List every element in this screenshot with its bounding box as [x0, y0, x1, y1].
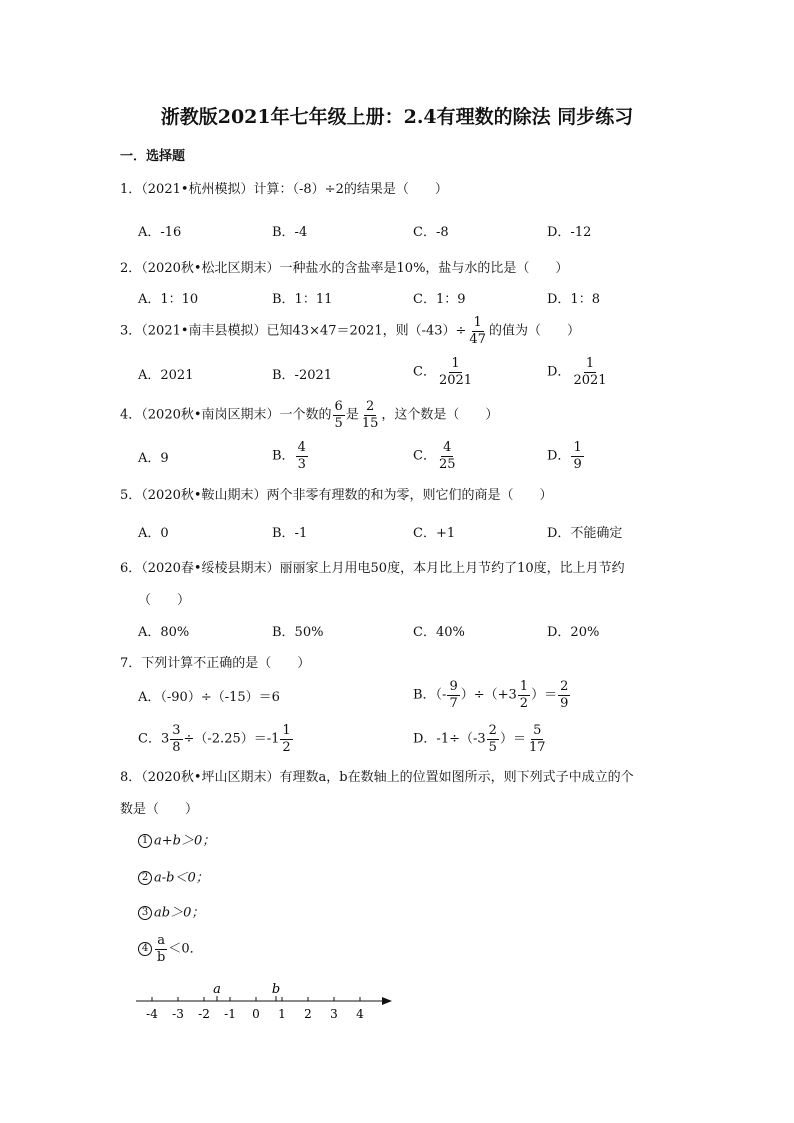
q3-stem-fraction — [467, 316, 488, 346]
q1-option-c: C．-8 — [413, 225, 449, 240]
axis-tick-label: 2 — [304, 1007, 312, 1021]
fraction-numerator: 9 — [449, 679, 458, 694]
question-8-stem-line-1: 8．（2020秋•坪山区期末）有理数a，b在数轴上的位置如图所示，则下列式子中成立的个 — [120, 770, 634, 785]
q3-stem-part-a: 3．（2021•南丰县模拟）已知43×47＝2021，则（-43）÷ — [120, 323, 467, 339]
axis-tick-label: 0 — [252, 1007, 260, 1021]
q3-option-c — [413, 357, 475, 387]
q7-b-fraction-2 — [518, 680, 530, 710]
fraction-denominator: 47 — [469, 331, 486, 347]
statement-expression: ab＞0； — [154, 905, 205, 921]
q8-statement-2 — [138, 871, 209, 885]
q1-option-a: A．-16 — [138, 225, 182, 240]
q7-b-fraction-3 — [558, 680, 570, 710]
q3-stem-part-b: 的值为（ ） — [488, 323, 580, 339]
fraction-denominator: 2021 — [438, 372, 473, 388]
option-text: B．（- — [413, 687, 447, 703]
question-6-stem-line-2: （ ） — [138, 593, 191, 608]
option-text: D．-1÷（-3 — [413, 731, 486, 747]
q7-c-fraction-1 — [170, 724, 182, 754]
q2-option-c: C．1：9 — [413, 292, 466, 307]
question-4-stem — [120, 400, 498, 430]
q4-stem-part-c: ，这个数是（ ） — [381, 407, 499, 423]
q6-option-a: A．80% — [138, 625, 190, 640]
axis-tick-label: 4 — [356, 1007, 364, 1021]
q4-stem-part-b: 是 — [345, 407, 359, 423]
axis-tick-label: -3 — [172, 1007, 184, 1021]
q3-option-d-fraction — [571, 357, 608, 387]
q4-option-d-fraction — [571, 441, 583, 471]
fraction-denominator: 2021 — [573, 372, 607, 388]
fraction-denominator: 8 — [172, 739, 181, 755]
fraction-numerator: 5 — [533, 723, 542, 738]
point-a-label: a — [213, 982, 221, 997]
q4-option-d — [547, 441, 585, 471]
fraction-denominator: b — [157, 949, 166, 965]
circled-number: 1 — [138, 834, 152, 848]
q5-option-d: D．不能确定 — [547, 526, 623, 541]
option-text: ÷（-2.25）＝-1 — [183, 731, 280, 747]
q2-option-b: B．1：11 — [272, 292, 333, 307]
q2-option-d: D．1：8 — [547, 292, 600, 307]
q8-statement-4-fraction — [155, 934, 167, 964]
fraction-denominator: 25 — [438, 456, 456, 472]
fraction-denominator: 17 — [528, 739, 546, 755]
fraction-numerator: 2 — [560, 679, 569, 694]
q2-option-a: A．1：10 — [138, 292, 199, 307]
q5-option-a: A．0 — [138, 526, 169, 541]
q7-d-fraction-1 — [487, 724, 499, 754]
q3-option-c-fraction — [437, 357, 474, 387]
axis-tick-label: 1 — [278, 1007, 286, 1021]
q7-option-a: A．（-90）÷（-15）＝6 — [138, 690, 280, 705]
fraction-denominator: 9 — [560, 695, 569, 711]
option-label: D． — [547, 448, 571, 464]
q4-option-c-fraction — [437, 441, 458, 471]
q8-statement-3 — [138, 906, 204, 920]
q8-statement-4 — [138, 934, 203, 964]
q4-option-a: A．9 — [138, 451, 169, 466]
fraction-numerator: 2 — [365, 399, 375, 414]
question-3-stem — [120, 316, 580, 346]
option-text: ）÷（+3 — [460, 687, 517, 703]
fraction-numerator: a — [157, 933, 166, 948]
q7-b-fraction-1 — [447, 680, 459, 710]
fraction-denominator: 9 — [573, 456, 582, 472]
page-title: 浙教版2021年七年级上册：2.4有理数的除法 同步练习 — [160, 106, 634, 128]
circled-number: 4 — [138, 942, 152, 956]
q3-option-b: B．-2021 — [272, 368, 333, 383]
q7-option-d — [413, 724, 549, 754]
fraction-denominator: 15 — [361, 415, 379, 431]
fraction-denominator: 5 — [334, 415, 343, 431]
number-line-figure — [130, 978, 400, 1026]
q3-option-a: A．2021 — [138, 368, 194, 383]
q4-option-b-fraction — [296, 441, 308, 471]
option-text: ）＝ — [531, 687, 558, 703]
axis-tick-label: 3 — [330, 1007, 338, 1021]
fraction-denominator: 5 — [488, 739, 497, 755]
option-label: C． — [413, 448, 436, 464]
axis-tick-label: -4 — [146, 1007, 158, 1021]
q7-d-fraction-2 — [527, 724, 548, 754]
q5-option-c: C．+1 — [413, 526, 456, 541]
fraction-numerator: 6 — [334, 399, 343, 414]
option-label: C． — [413, 364, 436, 380]
section-heading: 一．选择题 — [120, 149, 186, 164]
question-7-stem: 7．下列计算不正确的是（ ） — [120, 656, 311, 671]
fraction-numerator: 1 — [519, 679, 529, 694]
option-text: ）＝ — [499, 731, 526, 747]
q6-option-d: D．20% — [547, 625, 600, 640]
question-6-stem-line-1: 6．（2020春•绥棱县期末）丽丽家上月用电50度，本月比上月节约了10度，比上月节约 — [120, 561, 625, 576]
q3-option-d — [547, 357, 610, 387]
statement-expression: a-b＜0； — [154, 870, 209, 886]
fraction-numerator: 1 — [282, 723, 291, 738]
fraction-numerator: 4 — [297, 440, 306, 455]
q1-option-b: B．-4 — [272, 225, 308, 240]
q4-option-c — [413, 441, 459, 471]
axis-tick-label: -2 — [198, 1007, 210, 1021]
fraction-denominator: 2 — [282, 739, 291, 755]
statement-expression: ＜0． — [168, 941, 203, 957]
axis-tick-label: -1 — [224, 1007, 236, 1021]
fraction-numerator: 1 — [451, 356, 460, 371]
fraction-denominator: 3 — [297, 456, 306, 472]
q6-option-c: C．40% — [413, 625, 465, 640]
circled-number: 2 — [138, 871, 152, 885]
q4-stem-fraction-2 — [360, 400, 381, 430]
axis-ticks — [146, 996, 364, 1021]
fraction-numerator: 4 — [443, 440, 452, 455]
fraction-denominator: 2 — [519, 695, 529, 711]
question-5-stem: 5．（2020秋•鞍山期末）两个非零有理数的和为零，则它们的商是（ ） — [120, 488, 553, 503]
fraction-numerator: 1 — [473, 315, 482, 330]
q4-option-b — [272, 441, 309, 471]
q7-c-fraction-2 — [280, 724, 292, 754]
axis-arrow-icon — [382, 997, 392, 1005]
q1-option-d: D．-12 — [547, 225, 592, 240]
fraction-numerator: 2 — [488, 723, 497, 738]
q7-option-c — [138, 724, 294, 754]
q6-option-b: B．50% — [272, 625, 324, 640]
statement-expression: a+b＞0； — [154, 833, 216, 849]
q8-statement-1 — [138, 834, 215, 848]
question-1-stem: 1．（2021•杭州模拟）计算：（-8）÷2的结果是（ ） — [120, 182, 448, 197]
fraction-numerator: 3 — [172, 723, 181, 738]
question-8-stem-line-2: 数是（ ） — [120, 802, 199, 817]
q5-option-b: B．-1 — [272, 526, 308, 541]
q7-option-b — [413, 680, 571, 710]
question-2-stem: 2．（2020秋•松北区期末）一种盐水的含盐率是10%，盐与水的比是（ ） — [120, 261, 569, 276]
fraction-numerator: 1 — [585, 356, 595, 371]
option-text: C．3 — [138, 731, 170, 747]
circled-number: 3 — [138, 906, 152, 920]
q4-stem-part-a: 4．（2020秋•南岗区期末）一个数的 — [120, 407, 332, 423]
fraction-denominator: 7 — [449, 695, 458, 711]
fraction-numerator: 1 — [573, 440, 582, 455]
point-b-label: b — [271, 982, 281, 997]
option-label: B． — [272, 448, 295, 464]
q4-stem-fraction-1 — [333, 400, 345, 430]
option-label: D． — [547, 364, 571, 380]
